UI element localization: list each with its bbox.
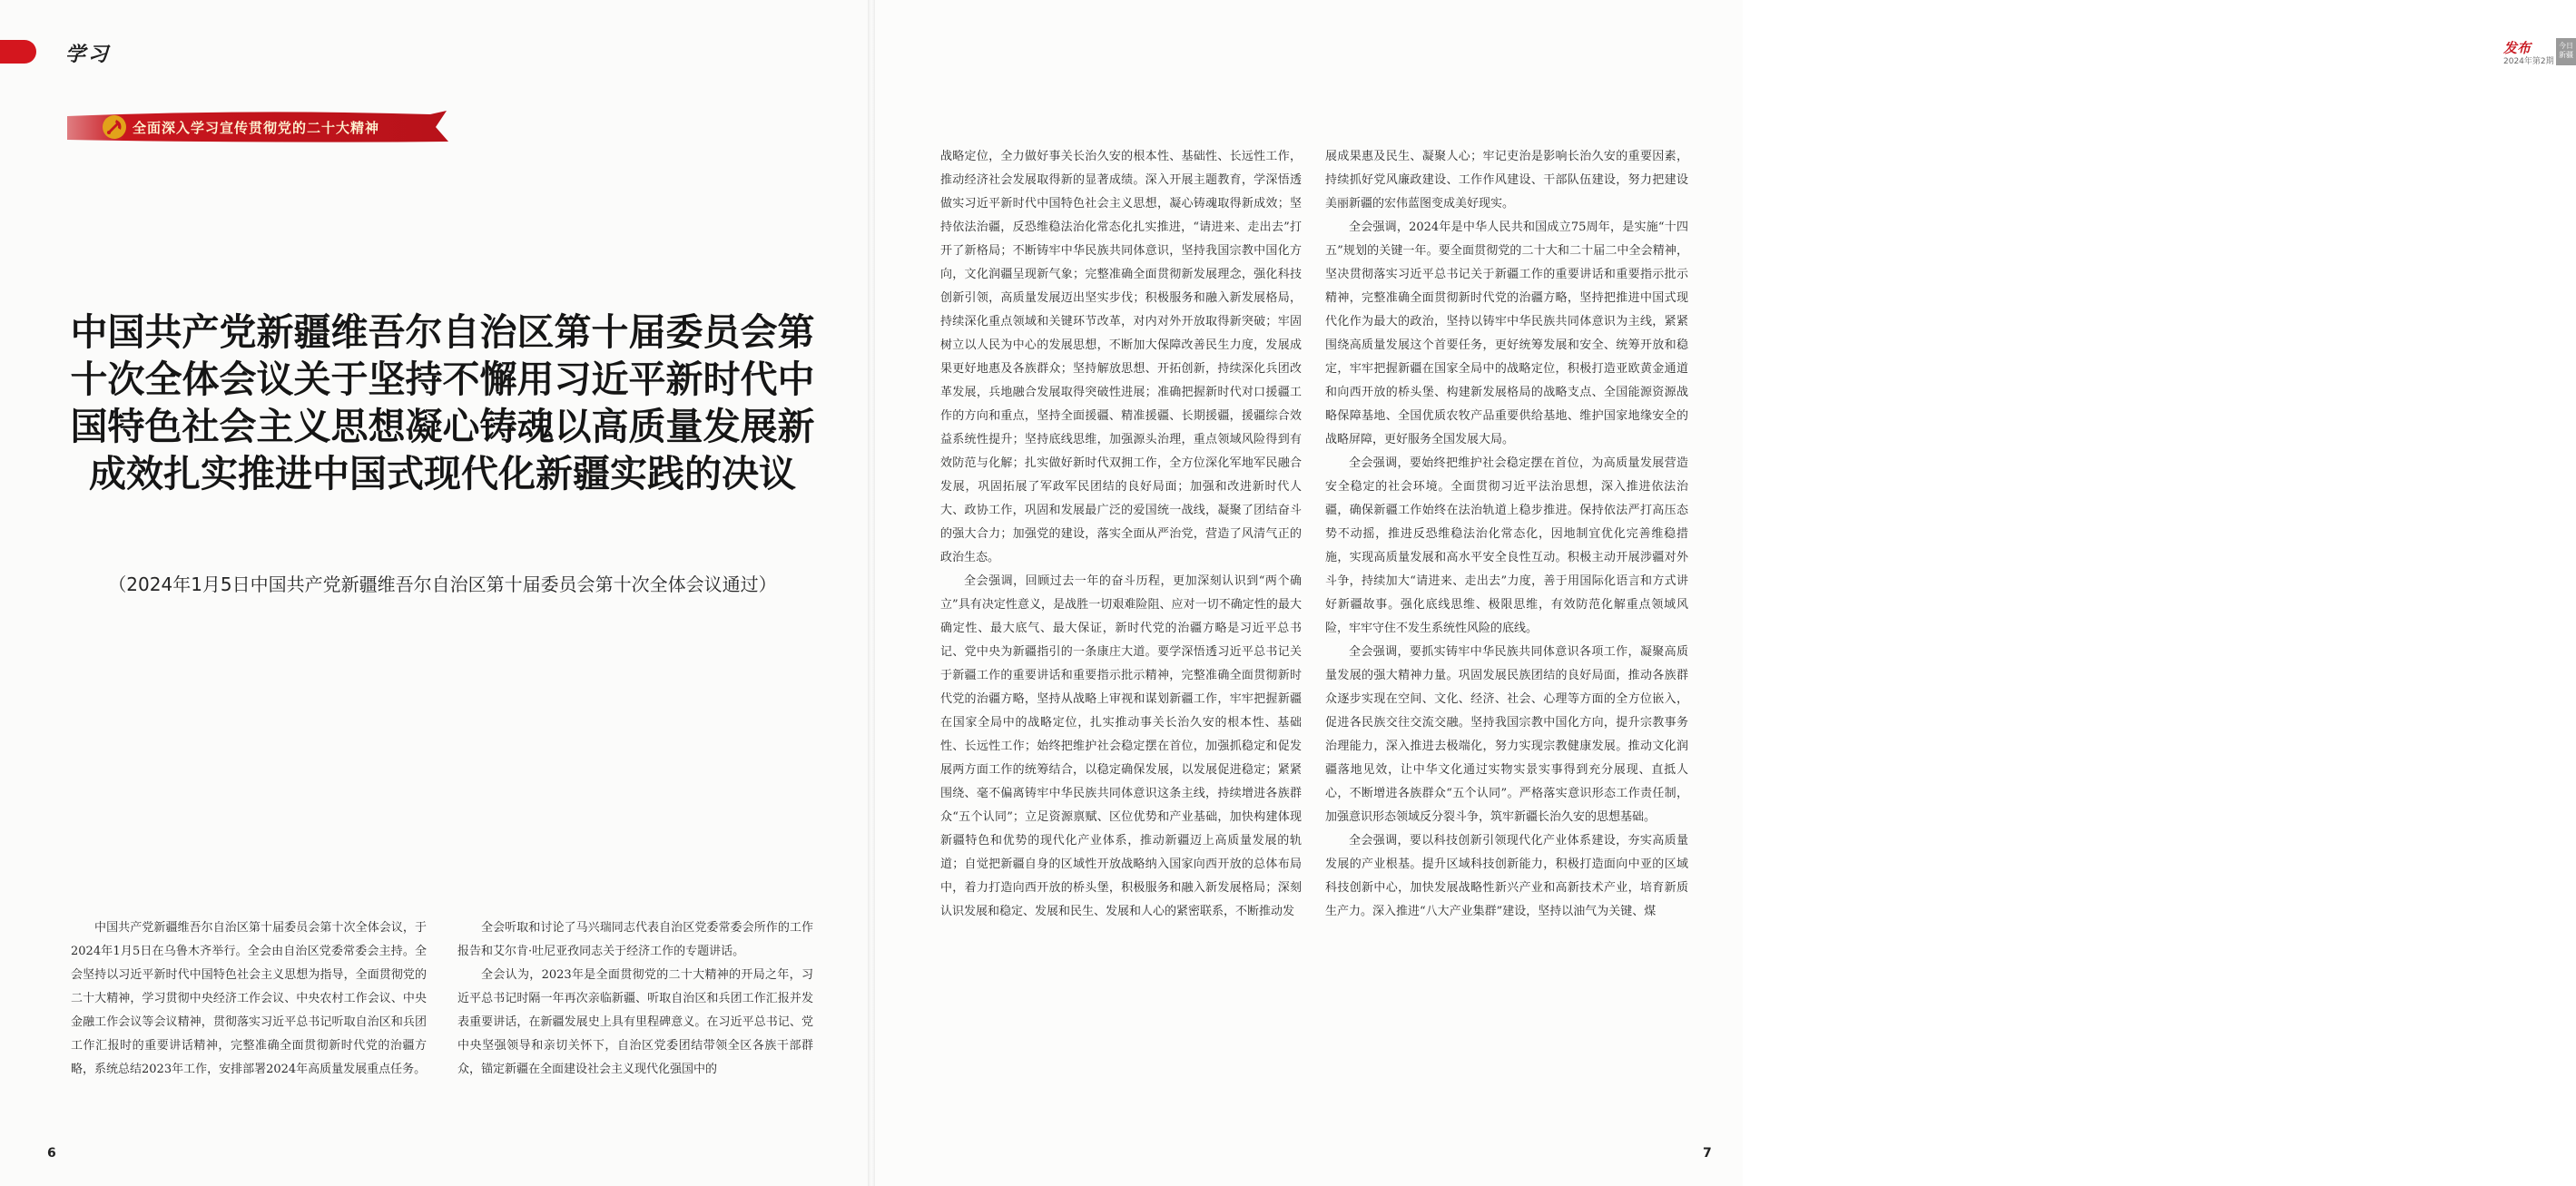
paragraph: 全会强调，要抓实铸牢中华民族共同体意识各项工作，凝聚高质量发展的强大精神力量。巩固发展民族团结的良好局面，推动各族群众逐步实现在空间、文化、经济、社会、心理等方面的全方位嵌入，促进各民族交往交流交融。坚持我国宗教中国化方向，提升宗教事务治理能力，深入推进去极端化，努力实现宗教健康发展。推动文化润疆落地见效，让中华文化通过实物实景实事得到充分展现、直抵人心，不断增进各族群众“五个认同”。严格落实意识形态工作责任制，加强意识形态领域反分裂斗争，筑牢新疆长治久安的思想基础。 — [1325, 645, 1688, 824]
paragraph: 展成果惠及民生、凝聚人心；牢记吏治是影响长治久安的重要因素，持续抓好党风廉政建设、工作作风建设、干部队伍建设，努力把建设美丽新疆的宏伟蓝图变成美好现实。 — [1325, 150, 1688, 211]
paragraph: 中国共产党新疆维吾尔自治区第十届委员会第十次全体会议，于2024年1月5日在乌鲁木齐举行。全会由自治区党委常委会主持。全会坚持以习近平新时代中国特色社会主义思想为指导，全面贯彻党的二十大精神，学习贯彻中央经济工作会议、中央农村工作会议、中央金融工作会议等会议精神，贯彻落实习近平总书记听取自治区和兵团工作汇报时的重要讲话精神，完整准确全面贯彻新时代党的治疆方略，系统总结2023年工作，安排部署2024年高质量发展重点任务。 — [71, 921, 427, 1076]
page-number-right: 7 — [1703, 1146, 1712, 1161]
body-column-3 — [940, 145, 1302, 1139]
paragraph: 全会强调，回顾过去一年的奋斗历程，更加深刻认识到“两个确立”具有决定性意义，是战胜一切艰难险阻、应对一切不确定性的最大确定性、最大底气、最大保证，新时代党的治疆方略是习近平总书记、党中央为新疆指引的一条康庄大道。要学深悟透习近平总书记关于新疆工作的重要讲话和重要指示批示精神，完整准确全面贯彻新时代党的治疆方略，坚持从战略上审视和谋划新疆工作，牢牢把握新疆在国家全局中的战略定位，扎实推动事关长治久安的根本性、基础性、长远性工作；始终把维护社会稳定摆在首位，加强抓稳定和促发展两方面工作的统筹结合，以稳定确保发展，以发展促进稳定；紧紧围绕、毫不偏离铸牢中华民族共同体意识这条主线，持续增进各族群众“五个认同”；立足资源禀赋、区位优势和产业基础，加快构建体现新疆特色和优势的现代化产业体系，推动新疆迈上高质量发展的轨道；自觉把新疆自身的区域性开放战略纳入国家向西开放的总体布局中，着力打造向西开放的桥头堡，积极服务和融入新发展格局；深刻认识发展和稳定、发展和民生、发展和人心的紧密联系，不断推动发 — [940, 574, 1302, 918]
paragraph: 全会强调，要以科技创新引领现代化产业体系建设，夯实高质量发展的产业根基。提升区域科技创新能力，积极打造面向中亚的区域科技创新中心，加快发展战略性新兴产业和高新技术产业，培育新质生产力。深入推进“八大产业集群”建设，坚持以油气为关键、煤 — [1325, 834, 1688, 918]
magazine-brand — [2503, 38, 2576, 71]
brand-name: 发布 — [2503, 40, 2532, 56]
section-label: 学习 — [65, 44, 112, 66]
paragraph: 全会强调，要始终把维护社会稳定摆在首位，为高质量发展营造安全稳定的社会环境。全面贯彻习近平法治思想，深入推进依法治疆，确保新疆工作始终在法治轨道上稳步推进。保持依法严打高压态势不动摇，推进反恐维稳法治化常态化，因地制宜优化完善维稳措施，实现高质量发展和高水平安全良性互动。积极主动开展涉疆对外斗争，持续加大“请进来、走出去”力度，善于用国际化语言和方式讲好新疆故事。强化底线思维、极限思维，有效防范化解重点领域风险，牢牢守住不发生系统性风险的底线。 — [1325, 456, 1688, 635]
brand-logo-box: 今日新疆 — [2556, 38, 2576, 65]
right-page — [871, 0, 2573, 1186]
body-column-1 — [71, 916, 427, 1134]
issue-label: 2024年第2期 — [2503, 57, 2554, 66]
banner-text: 全面深入学习宣传贯彻党的二十大精神 — [133, 120, 380, 136]
article-subtitle: （2024年1月5日中国共产党新疆维吾尔自治区第十届委员会第十次全体会议通过） — [108, 573, 777, 595]
body-column-4 — [1325, 145, 1688, 1139]
paragraph: 全会认为，2023年是全面贯彻党的二十大精神的开局之年，习近平总书记时隔一年再次亲临新疆、听取自治区和兵团工作汇报并发表重要讲话，在新疆发展史上具有里程碑意义。在习近平总书记、党中央坚强领导和亲切关怀下，自治区党委团结带领全区各族干部群众，锚定新疆在全面建设社会主义现代化强国中的 — [457, 968, 813, 1076]
body-column-2 — [457, 916, 813, 1134]
page-number-left: 6 — [47, 1146, 56, 1161]
paragraph: 全会听取和讨论了马兴瑞同志代表自治区党委常委会所作的工作报告和艾尔肯·吐尼亚孜同志关于经济工作的专题讲话。 — [457, 921, 813, 958]
section-tab-marker — [0, 40, 36, 64]
paragraph: 全会强调，2024年是中华人民共和国成立75周年，是实施“十四五”规划的关键一年。要全面贯彻党的二十大和二十届二中全会精神，坚决贯彻落实习近平总书记关于新疆工作的重要讲话和重要指示批示精神，完整准确全面贯彻新时代党的治疆方略，坚持把推进中国式现代化作为最大的政治，坚持以铸牢中华民族共同体意识为主线，紧紧围绕高质量发展这个首要任务，更好统筹发展和安全、统筹开放和稳定，牢牢把握新疆在国家全局中的战略定位，积极打造亚欧黄金通道和向西开放的桥头堡、构建新发展格局的战略支点、全国能源资源战略保障基地、全国优质农牧产品重要供给基地、维护国家地缘安全的战略屏障，更好服务全国发展大局。 — [1325, 221, 1688, 446]
party-emblem-icon — [102, 114, 127, 140]
page-spine — [868, 0, 875, 1186]
article-title: 中国共产党新疆维吾尔自治区第十届委员会第十次全体会议关于坚持不懈用习近平新时代中国特色社会主义思想凝心铸魂以高质量发展新成效扎实推进中国式现代化新疆实践的决议 — [70, 310, 815, 495]
left-page — [0, 0, 871, 1186]
paragraph: 战略定位，全力做好事关长治久安的根本性、基础性、长远性工作，推动经济社会发展取得新的显著成绩。深入开展主题教育，学深悟透做实习近平新时代中国特色社会主义思想，凝心铸魂取得新成效；坚持依法治疆，反恐维稳法治化常态化扎实推进，“请进来、走出去”打开了新格局；不断铸牢中华民族共同体意识，坚持我国宗教中国化方向，文化润疆呈现新气象；完整准确全面贯彻新发展理念，强化科技创新引领，高质量发展迈出坚实步伐；积极服务和融入新发展格局，持续深化重点领域和关键环节改革，对内对外开放取得新突破；牢固树立以人民为中心的发展思想，不断加大保障改善民生力度，发展成果更好地惠及各族群众；坚持解放思想、开拓创新，持续深化兵团改革发展，兵地融合发展取得突破性进展；准确把握新时代对口援疆工作的方向和重点，坚持全面援疆、精准援疆、长期援疆，援疆综合效益系统性提升；坚持底线思维，加强源头治理，重点领域风险得到有效防范与化解；扎实做好新时代双拥工作，全方位深化军地军民融合发展，巩固拓展了军政军民团结的良好局面；加强和改进新时代人大、政协工作，巩固和发展最广泛的爱国统一战线，凝聚了团结奋斗的强大合力；加强党的建设，落实全面从严治党，营造了风清气正的政治生态。 — [940, 150, 1302, 564]
